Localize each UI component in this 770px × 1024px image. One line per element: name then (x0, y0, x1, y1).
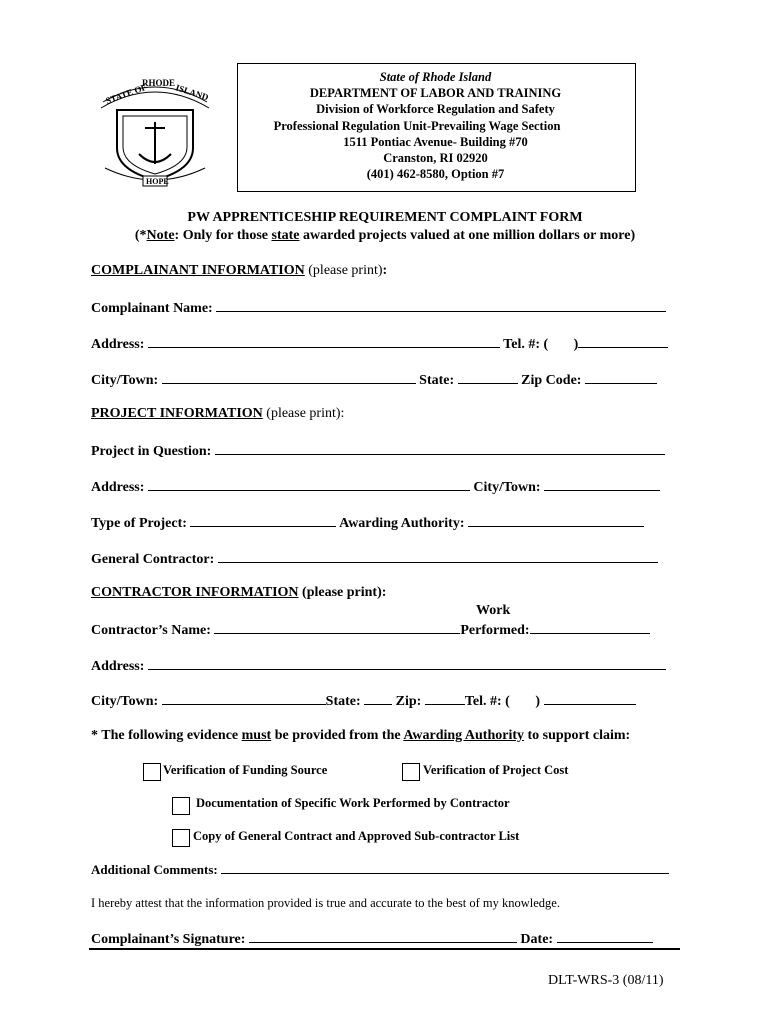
contractor-work-field[interactable] (530, 621, 650, 634)
city-address: Cranston, RI 02920 (383, 151, 488, 165)
project-question-row (91, 442, 665, 460)
complainant-address-row (91, 335, 668, 353)
complainant-address-label: Address: (91, 337, 145, 352)
project-question-label: Project in Question: (91, 444, 212, 459)
complainant-tel-label: Tel. #: ( (503, 337, 549, 352)
project-city-label: City/Town: (473, 480, 541, 495)
complainant-name-row (91, 299, 666, 317)
complainant-zip-label: Zip Code: (521, 373, 582, 388)
project-heading-text: PROJECT INFORMATION (91, 406, 263, 421)
date-label: Date: (520, 932, 554, 947)
project-address-label: Address: (91, 480, 145, 495)
note-state: state (271, 228, 300, 243)
note-mid: : Only for those (174, 228, 272, 243)
complainant-address-field[interactable] (148, 335, 500, 348)
contractor-tel-label: Tel. #: ( (464, 694, 510, 709)
state-name: State of Rhode Island (379, 70, 492, 84)
complainant-heading-colon: : (382, 263, 388, 278)
project-heading-hint: (please print): (262, 406, 345, 421)
contractor-address-row (91, 657, 666, 675)
complainant-area-code-field[interactable] (552, 336, 574, 348)
work-documentation-checkbox[interactable] (172, 797, 190, 815)
funding-source-label: Verification of Funding Source (163, 763, 328, 777)
division-name: Division of Workforce Regulation and Safety (316, 102, 555, 116)
project-gc-label: General Contractor: (91, 552, 215, 567)
note-word: Note (146, 228, 175, 243)
phone-number: (401) 462-8580, Option #7 (366, 167, 505, 181)
evidence-must: must (241, 728, 272, 743)
complainant-name-label: Complainant Name: (91, 301, 213, 316)
evidence-intro (91, 728, 630, 744)
contractor-address-label: Address: (91, 659, 145, 674)
general-contract-checkbox[interactable] (172, 829, 190, 847)
svg-text:HOPE: HOPE (146, 177, 169, 186)
contractor-city-label: City/Town: (91, 694, 159, 709)
evidence-intro-a: * The following evidence (91, 728, 242, 743)
contractor-work-label-line1: Work (476, 603, 511, 618)
project-address-field[interactable] (148, 478, 470, 491)
contractor-tel-field[interactable] (544, 692, 636, 705)
project-cost-label: Verification of Project Cost (423, 763, 569, 777)
project-authority-field[interactable] (468, 514, 644, 527)
project-gc-field[interactable] (218, 550, 658, 563)
comments-label: Additional Comments: (91, 862, 218, 877)
complainant-heading-hint: (please print) (304, 263, 383, 278)
form-title: PW APPRENTICESHIP REQUIREMENT COMPLAINT FORM (187, 210, 583, 225)
contractor-zip-label: Zip: (395, 694, 422, 709)
complainant-city-label: City/Town: (91, 373, 159, 388)
project-heading (91, 406, 344, 422)
form-code: DLT-WRS-3 (08/11) (548, 973, 664, 988)
contractor-heading-text: CONTRACTOR INFORMATION (91, 585, 299, 600)
complainant-heading-text: COMPLAINANT INFORMATION (91, 263, 305, 278)
seal-graphic (95, 72, 215, 190)
contractor-city-row (91, 692, 636, 710)
contractor-name-row (91, 621, 650, 639)
complainant-tel-close: ) (573, 337, 579, 352)
contractor-name-field[interactable] (214, 621, 460, 634)
department-name: DEPARTMENT OF LABOR AND TRAINING (309, 86, 562, 100)
signature-divider (89, 948, 680, 950)
contractor-name-label: Contractor’s Name: (91, 623, 211, 638)
signature-field[interactable] (249, 930, 517, 943)
complainant-tel-field[interactable] (578, 335, 668, 348)
project-authority-label: Awarding Authority: (339, 516, 465, 531)
evidence-intro-b: be provided from the (271, 728, 404, 743)
note-end: awarded projects valued at one million dollars or more) (299, 228, 636, 243)
project-gc-row (91, 550, 658, 568)
comments-row (91, 861, 669, 878)
project-type-field[interactable] (190, 514, 336, 527)
complainant-city-row (91, 371, 657, 389)
project-city-field[interactable] (544, 478, 660, 491)
note-open: (* (134, 228, 147, 243)
street-address: 1511 Pontiac Avenue- Building #70 (343, 135, 528, 149)
attestation-statement: I hereby attest that the information provided is true and accurate to the best of my knowledge. (91, 896, 560, 910)
svg-text:STATE OF: STATE OF (104, 81, 149, 106)
complainant-name-field[interactable] (216, 299, 666, 312)
contractor-zip-field[interactable] (425, 692, 465, 705)
form-note (0, 228, 770, 244)
contractor-state-field[interactable] (364, 692, 392, 705)
contractor-tel-close: ) (535, 694, 541, 709)
project-type-label: Type of Project: (91, 516, 187, 531)
signature-row (91, 930, 653, 948)
complainant-city-field[interactable] (162, 371, 416, 384)
work-documentation-label: Documentation of Specific Work Performed by Contractor (196, 796, 510, 810)
project-question-field[interactable] (215, 442, 665, 455)
svg-text:ISLAND: ISLAND (174, 82, 210, 103)
contractor-work-label: Performed: (460, 623, 530, 638)
evidence-awarding-authority: Awarding Authority (403, 728, 525, 743)
signature-label: Complainant’s Signature: (91, 932, 246, 947)
complainant-state-field[interactable] (458, 371, 518, 384)
contractor-city-field[interactable] (162, 692, 326, 705)
evidence-intro-c: to support claim: (524, 728, 631, 743)
complainant-state-label: State: (419, 373, 455, 388)
state-seal (95, 72, 215, 190)
project-address-row (91, 478, 660, 496)
date-field[interactable] (557, 930, 653, 943)
complainant-zip-field[interactable] (585, 371, 657, 384)
unit-name: Professional Regulation Unit-Prevailing Wage Section (273, 119, 561, 133)
comments-field[interactable] (221, 861, 669, 874)
contractor-heading (91, 585, 386, 601)
complainant-heading (91, 263, 387, 279)
contractor-area-code-field[interactable] (513, 693, 535, 705)
project-cost-checkbox[interactable] (402, 763, 420, 781)
funding-source-checkbox[interactable] (143, 763, 161, 781)
svg-text:RHODE: RHODE (142, 78, 176, 88)
general-contract-label: Copy of General Contract and Approved Sub-contractor List (193, 829, 520, 843)
contractor-heading-hint: (please print): (298, 585, 387, 600)
contractor-address-field[interactable] (148, 657, 666, 670)
contractor-state-label: State: (325, 694, 361, 709)
project-type-row (91, 514, 644, 532)
